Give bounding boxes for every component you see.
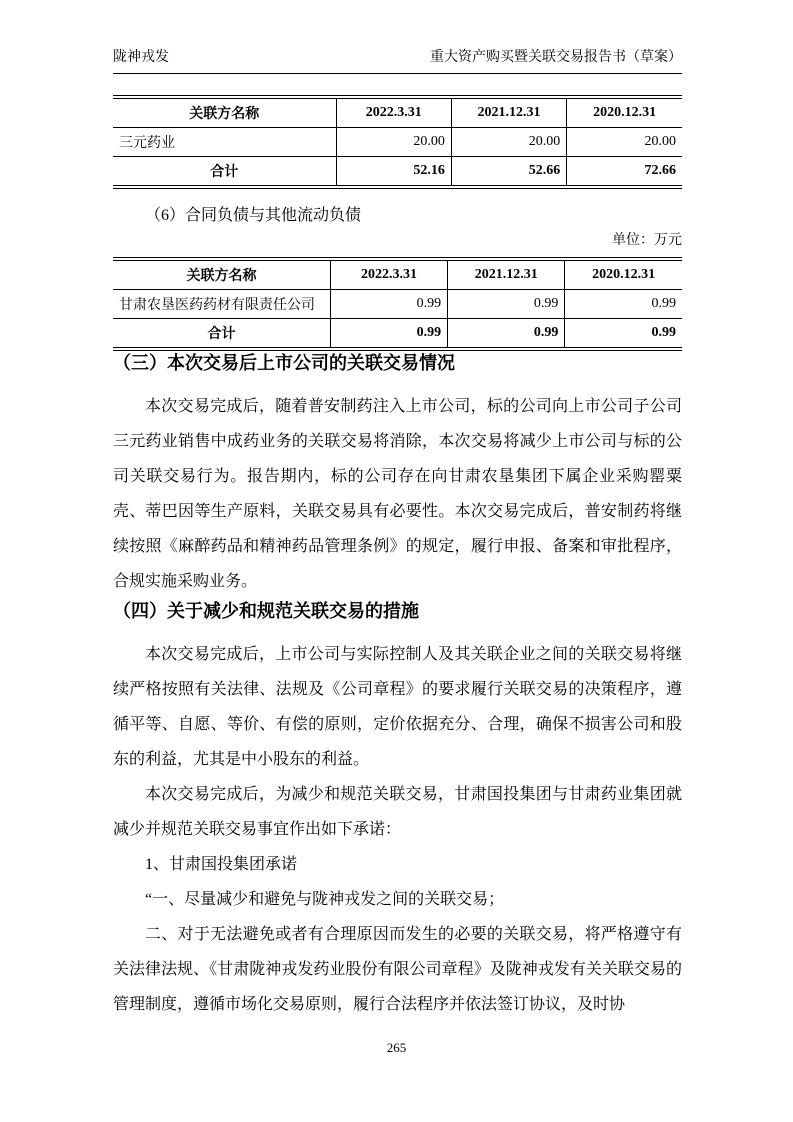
total-label-cell: 合计 — [113, 319, 330, 350]
table-row — [113, 128, 682, 157]
related-party-table-contract — [113, 95, 682, 189]
column-header-date1: 2022.3.31 — [336, 97, 451, 128]
total-value-cell: 0.99 — [448, 319, 565, 350]
total-value-cell: 0.99 — [330, 319, 447, 350]
section-3-heading: （三）本次交易后上市公司的关联交易情况 — [113, 353, 455, 373]
column-header-date1: 2022.3.31 — [330, 259, 447, 290]
page-number: 265 — [386, 1040, 407, 1055]
table-header-row — [113, 97, 682, 128]
party-name-cell: 甘肃农垦医药药材有限责任公司 — [113, 290, 330, 319]
table-total-row — [113, 157, 682, 188]
total-value-cell: 52.66 — [451, 157, 566, 188]
page-header — [113, 46, 682, 74]
table-header-row — [113, 259, 682, 290]
subsection-6-title: （6）合同负债与其他流动负债 — [145, 207, 362, 224]
section-4-heading: （四）关于减少和规范关联交易的措施 — [113, 601, 419, 621]
column-header-name: 关联方名称 — [113, 259, 330, 290]
value-cell: 0.99 — [565, 290, 682, 319]
column-header-date3: 2020.12.31 — [567, 97, 682, 128]
column-header-date2: 2021.12.31 — [451, 97, 566, 128]
column-header-date3: 2020.12.31 — [565, 259, 682, 290]
unit-label: 单位：万元 — [612, 233, 682, 248]
section-3-paragraph: 本次交易完成后，随着普安制药注入上市公司，标的公司向上市公司子公司三元药业销售中成药业务的关联交易将消除，本次交易将减少上市公司与标的公司关联交易行为。报告期内，标的公司存在向甘肃农垦集团下属企业采购罂粟壳、蒂巴因等生产原料，关联交易具有必要性。本次交易完成后，普安制药将继续按照《麻醉药品和精神药品管理条例》的规定，履行申报、备案和审批程序，合规实施采购业务。 — [113, 398, 682, 590]
total-label-cell: 合计 — [113, 157, 336, 188]
table-row — [113, 290, 682, 319]
header-right-title: 重大资产购买暨关联交易报告书（草案） — [430, 50, 682, 65]
total-value-cell: 52.16 — [336, 157, 451, 188]
commitment-quote-1: “一、尽量减少和避免与陇神戎发之间的关联交易； — [145, 891, 505, 908]
value-cell: 20.00 — [567, 128, 682, 157]
related-party-table-liability — [113, 257, 682, 351]
value-cell: 20.00 — [451, 128, 566, 157]
commitment-quote-2: 二、对于无法避免或者有合理原因而发生的必要的关联交易，将严格遵守有关法律法规、《甘肃陇神戎发药业股份有限公司章程》及陇神戎发有关关联交易的管理制度，遵循市场化交易原则，履行合法程序并依法签订协议，及时协 — [113, 926, 682, 1013]
value-cell: 0.99 — [448, 290, 565, 319]
commitment-item-heading: 1、甘肃国投集团承诺 — [145, 856, 298, 873]
party-name-cell: 三元药业 — [113, 128, 336, 157]
value-cell: 0.99 — [330, 290, 447, 319]
value-cell: 20.00 — [336, 128, 451, 157]
total-value-cell: 0.99 — [565, 319, 682, 350]
column-header-date2: 2021.12.31 — [448, 259, 565, 290]
table-total-row — [113, 319, 682, 350]
section-4-paragraph-2: 本次交易完成后，为减少和规范关联交易，甘肃国投集团与甘肃药业集团就减少并规范关联交易事宜作出如下承诺： — [113, 786, 682, 838]
header-left-title: 陇神戎发 — [113, 50, 169, 65]
column-header-name: 关联方名称 — [113, 97, 336, 128]
total-value-cell: 72.66 — [567, 157, 682, 188]
section-4-paragraph-1: 本次交易完成后，上市公司与实际控制人及其关联企业之间的关联交易将继续严格按照有关法律、法规及《公司章程》的要求履行关联交易的决策程序，遵循平等、自愿、等价、有偿的原则，定价依据充分、合理，确保不损害公司和股东的利益，尤其是中小股东的利益。 — [113, 646, 682, 768]
